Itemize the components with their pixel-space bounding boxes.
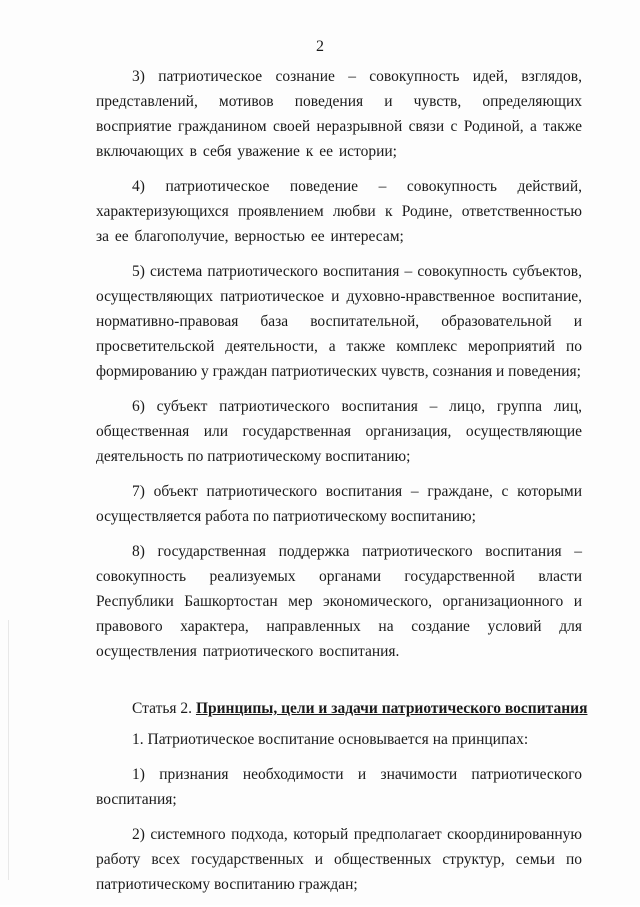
definition-item-5: 5) система патриотического воспитания – совокупность субъектов, осуществляющих патриотическое и духовно-нравственное воспитание, нормативно-правовая база воспитательной, образовательной и просветительской деятельности, а также комплекс мероприятий по формированию у граждан патриотических чувств, сознания и поведения; <box>96 263 582 380</box>
document-body <box>96 64 588 907</box>
definition-item-4: 4) патриотическое поведение – совокупность действий, характеризующихся проявлением любви к Родине, ответственностью за ее благополучие, верностью ее интересам; <box>96 178 582 245</box>
definition-item-6: 6) субъект патриотического воспитания – лицо, группа лиц, общественная или государственная организация, осуществляющие деятельность по патриотическому воспитанию; <box>96 398 582 465</box>
article-heading <box>96 696 588 721</box>
scan-edge-mark <box>8 620 9 880</box>
page-number: 2 <box>316 38 324 55</box>
definition-item-3: 3) патриотическое сознание – совокупность идей, взглядов, представлений, мотивов поведения и чувств, определяющих восприятие гражданином своей неразрывной связи с Родиной, а также включающих в себя уважение к ее истории; <box>96 68 582 160</box>
article-number: Статья 2. <box>132 700 196 717</box>
principle-item-2: 2) системного подхода, который предполагает скоординированную работу всех государственных и общественных структур, семьи по патриотическому воспитанию граждан; <box>96 826 582 893</box>
principle-item-1: 1) признания необходимости и значимости патриотического воспитания; <box>96 766 582 808</box>
principles-intro: 1. Патриотическое воспитание основывается на принципах: <box>132 731 529 748</box>
definition-item-8: 8) государственная поддержка патриотического воспитания – совокупность реализуемых органами государственной власти Республики Башкортостан мер экономического, организационного и правового характера, направленных на создание условий для осуществления патриотического воспитания. <box>96 543 582 660</box>
definition-item-7: 7) объект патриотического воспитания – граждане, с которыми осуществляется работа по патриотическому воспитанию; <box>96 483 582 525</box>
section-gap <box>96 674 582 696</box>
article-title: Принципы, цели и задачи патриотического воспитания <box>195 700 588 717</box>
